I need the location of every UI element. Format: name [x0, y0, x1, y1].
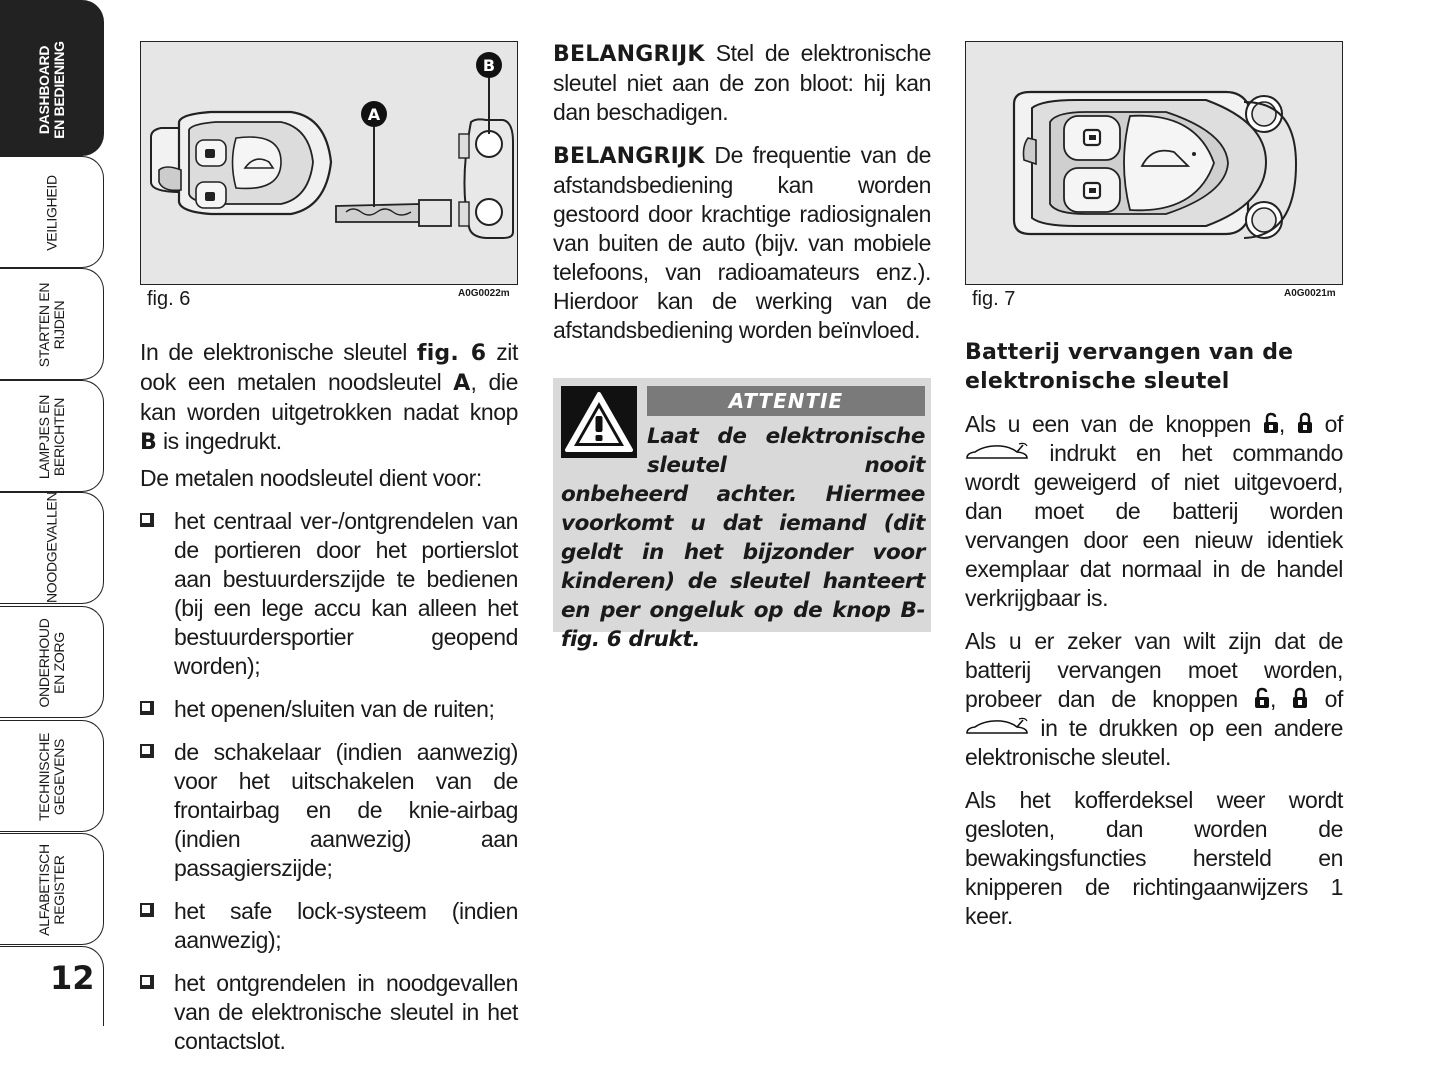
- callout-b: B: [482, 56, 496, 75]
- intro-paragraph: [140, 338, 518, 457]
- car-trunk-icon: [965, 716, 1029, 738]
- car-trunk-icon: [965, 441, 1029, 463]
- padlock-open-icon: [1254, 687, 1270, 709]
- text: , die kan worden uitgetrokken nadat knop: [140, 369, 519, 425]
- note-text: Stel de elektronische sleutel niet aan de zon bloot: hij kan dan beschadigen.: [553, 40, 931, 125]
- figure-6: [140, 41, 518, 285]
- battery-paragraph-1: [965, 410, 1343, 613]
- tab-dashboard[interactable]: [0, 0, 104, 156]
- ref-a: A: [453, 371, 471, 396]
- tab-technische-gegevens[interactable]: [0, 720, 104, 832]
- bullet-box-icon: [140, 975, 154, 989]
- text: ,: [1278, 411, 1297, 437]
- tab-label: NOODGEVALLEN: [43, 491, 60, 603]
- bullet-box-icon: [140, 903, 154, 917]
- key-with-emergency-blade-illustration: [141, 42, 516, 283]
- text: ,: [1270, 686, 1293, 712]
- tab-label: ONDERHOUD EN ZORG: [36, 618, 67, 708]
- tab-label: DASHBOARD EN BEDIENING: [36, 41, 67, 139]
- text: zit ook een metalen noodsleutel: [140, 339, 519, 395]
- list-item: [140, 897, 518, 955]
- figure-7: [965, 41, 1343, 285]
- chapter-sidebar: [0, 0, 106, 1026]
- padlock-closed-icon: [1292, 687, 1308, 709]
- tab-label: TECHNISCHE GEGEVENS: [36, 733, 67, 822]
- padlock-open-icon: [1263, 412, 1279, 434]
- text: Als u er zeker van wilt zijn dat de batterij vervangen moet worden, probeer dan de knoppen: [965, 628, 1343, 712]
- tab-starten-en-rijden[interactable]: [0, 268, 104, 380]
- list-item-text: het safe lock-systeem (indien aanwezig);: [174, 898, 518, 953]
- battery-paragraph-2: [965, 627, 1343, 772]
- note-heading: BELANGRIJK: [553, 144, 705, 169]
- list-item-text: het openen/sluiten van de ruiten;: [174, 696, 495, 722]
- note-text: De frequentie van de afstandsbediening kan worden gestoord door krachtige radiosignalen van buiten de auto (bijv. van mobiele telefoons, van radioamateurs enz.). Hierdoor kan de werking van de afstandsbediening worden beïnvloed.: [553, 142, 931, 343]
- tab-label: LAMPJES EN BERICHTEN: [36, 394, 67, 480]
- key-fob-illustration: [966, 42, 1341, 283]
- purpose-line: De metalen noodsleutel dient voor:: [140, 465, 482, 491]
- tab-label: STARTEN EN RIJDEN: [36, 282, 67, 368]
- list-item-text: de schakelaar (indien aanwezig) voor het uitschakelen van de frontairbag en de knie-airbag (indien aanwezig) aan passagierszijde;: [174, 739, 518, 881]
- text: indrukt en het commando wordt geweigerd of niet uitgevoerd, dan moet de batterij worden vervangen door een nieuw identiek exemplaar dat normaal in de handel verkrijgbaar is.: [965, 440, 1343, 611]
- list-item-text: het ontgrendelen in noodgevallen van de elektronische sleutel in het contactslot.: [174, 970, 518, 1054]
- warning-text-container: [561, 422, 925, 654]
- note-sun: [553, 39, 931, 127]
- text: in te drukken op een andere elektronische sleutel.: [965, 715, 1343, 770]
- bullet-box-icon: [140, 513, 154, 527]
- column-1: [140, 338, 518, 1070]
- padlock-closed-icon: [1297, 412, 1313, 434]
- fig7-caption: fig. 7: [972, 288, 1016, 310]
- tab-noodgevallen[interactable]: [0, 492, 104, 604]
- ref-b: B: [140, 430, 157, 455]
- tab-label: VEILIGHEID: [43, 175, 60, 251]
- note-heading: BELANGRIJK: [553, 42, 705, 67]
- list-item-text: het centraal ver-/ontgrendelen van de portieren door het portierslot aan bestuurderszijde te bedienen (bij een lege accu kan alleen het bestuurdersportier geopend worden);: [174, 508, 518, 679]
- text: In de elektronische sleutel: [140, 339, 417, 365]
- bullet-list: [140, 507, 518, 1056]
- battery-paragraph-3: Als het kofferdeksel weer wordt gesloten, dan worden de bewakingsfuncties hersteld en knipperen de richtingaanwijzers 1 keer.: [965, 787, 1343, 929]
- list-item: [140, 695, 518, 724]
- tab-onderhoud-en-zorg[interactable]: [0, 606, 104, 718]
- section-heading: Batterij vervangen van de elektronische sleutel: [965, 340, 1294, 394]
- list-item: [140, 507, 518, 681]
- warning-title: ATTENTIE: [647, 386, 925, 416]
- callout-a: A: [367, 105, 381, 124]
- tab-lampjes-en-berichten[interactable]: [0, 380, 104, 492]
- text: Als u een van de knoppen: [965, 411, 1263, 437]
- column-3: [965, 338, 1343, 931]
- column-2: [553, 39, 931, 345]
- fig-ref: fig. 6: [416, 341, 487, 366]
- text: of: [1308, 686, 1343, 712]
- page-number: 12: [50, 959, 95, 997]
- tab-alfabetisch-register[interactable]: [0, 833, 104, 945]
- bullet-box-icon: [140, 701, 154, 715]
- tab-veiligheid[interactable]: [0, 156, 104, 268]
- warning-box: [553, 378, 931, 652]
- text: is ingedrukt.: [156, 428, 282, 454]
- list-item: [140, 969, 518, 1056]
- fig6-caption: fig. 6: [147, 288, 191, 310]
- fig6-code: A0G0022m: [458, 288, 510, 299]
- page-number-box: [0, 946, 104, 1026]
- fig7-code: A0G0021m: [1284, 288, 1336, 299]
- tab-label: ALFABETISCH REGISTER: [36, 844, 67, 936]
- note-frequency: [553, 141, 931, 345]
- list-item: [140, 738, 518, 883]
- bullet-box-icon: [140, 744, 154, 758]
- float-spacer: [561, 422, 647, 480]
- warning-text: Laat de elektronische sleutel nooit onbeheerd achter. Hiermee voorkomt u dat iemand (dit geldt in het bijzonder voor kinderen) de sleutel hanteert en per ongeluk op de knop B-fig. 6 drukt.: [561, 424, 925, 652]
- text: of: [1312, 411, 1343, 437]
